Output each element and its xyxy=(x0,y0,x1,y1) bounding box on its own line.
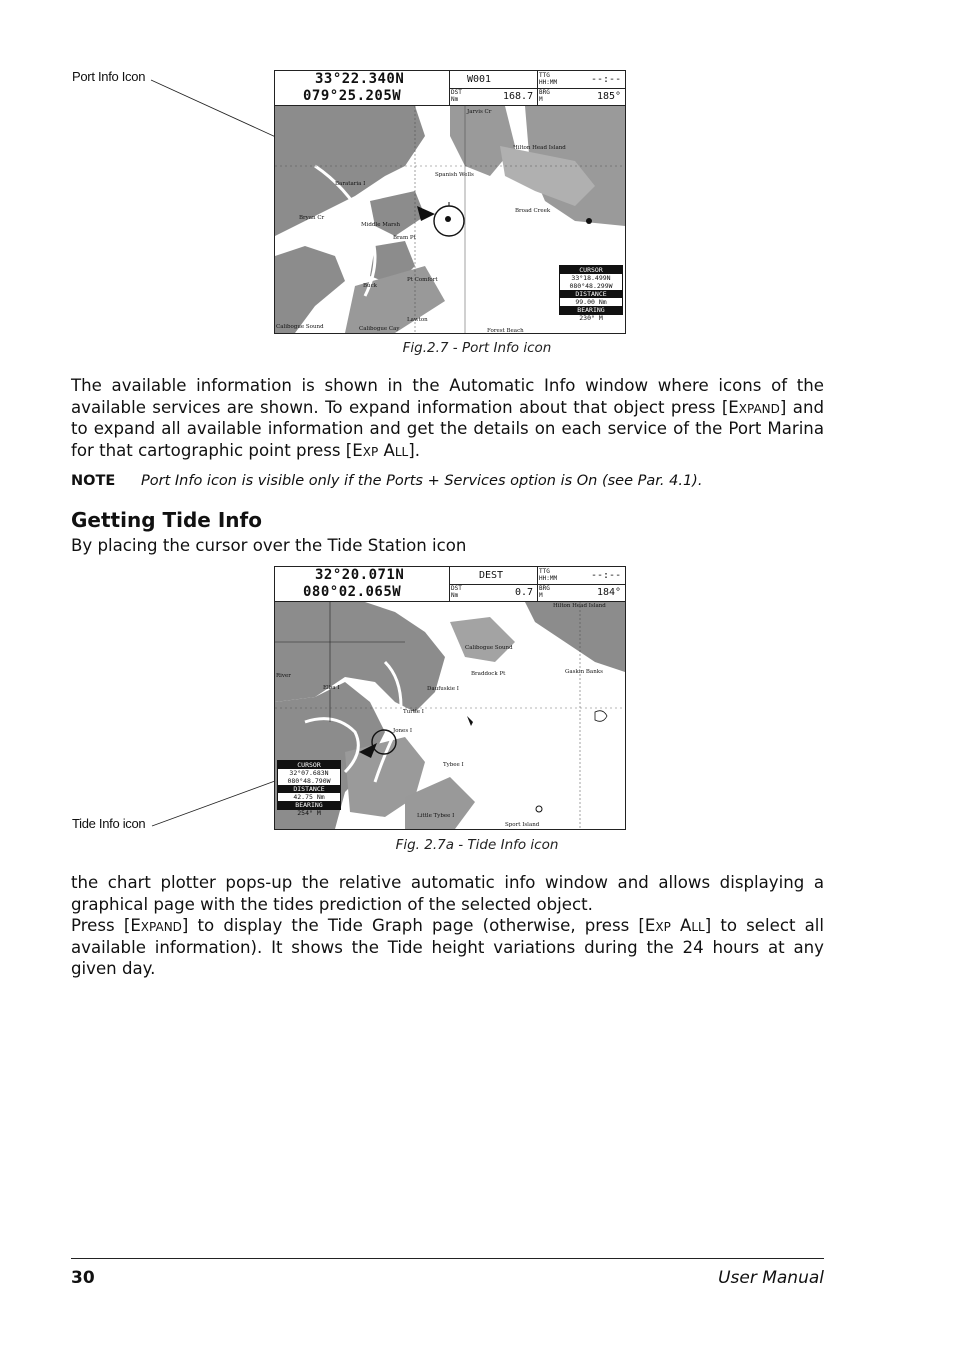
dst-value: 168.7 xyxy=(503,91,534,102)
dst-value: 0.7 xyxy=(515,587,534,598)
waypoint-name: W001 xyxy=(467,74,492,85)
figure2-caption: Fig. 2.7a - Tide Info icon xyxy=(395,837,559,853)
port-info-chart: 33°22.340N 079°25.205W W001 TTG HH:MM --:-- DST Nm 168.7 BRG M 185° Jarvis Cr Hilton Head Island Barataria I Spanish Wells Broad Creek Bryan Cr Middle Marsh Bram Pt Pt Comfort Buck Lawton Calibogue Cay Forest Beach Calibogue Sound CURSOR 33°18.499N 080°48.299W DISTANCE 99.00 Nm BEARING 230° M xyxy=(274,70,626,334)
ttg-value: --:-- xyxy=(591,74,622,85)
longitude-readout: 079°25.205W xyxy=(303,88,402,104)
page-number: 30 xyxy=(71,1268,95,1288)
brg-value: 184° xyxy=(597,587,622,598)
section-intro: By placing the cursor over the Tide Station icon xyxy=(71,536,467,555)
footer-title: User Manual xyxy=(718,1268,824,1288)
tide-info-callout-label: Tide Info icon xyxy=(72,816,146,831)
latitude-readout: 33°22.340N xyxy=(315,71,405,87)
waypoint-name: DEST xyxy=(479,570,504,581)
latitude-readout: 32°20.071N xyxy=(315,567,405,583)
tide-info-chart: 32°20.071N 080°02.065W DEST TTG HH:MM --:-- DST Nm 0.7 BRG M 184° Hilton Head Island Calibogue Sound Braddock Pt Gaskin Banks River Elba I Daufuskie I Turtle I Jones I Tybee I Little Tybee I Sport Island CURSOR 32°07.683N 080°48.790W DISTANCE 42.75 Nm BEARING 254° M xyxy=(274,566,626,830)
brg-value: 185° xyxy=(597,91,622,102)
port-info-callout-label: Port Info Icon xyxy=(72,69,146,84)
section-heading: Getting Tide Info xyxy=(71,508,262,532)
paragraph-automatic-info: The available information is shown in the Automatic Info window where icons of the available services are shown. To expand information about that object press [Expand] and to expand all available information and get the details on each service of the Port Marina for that cartographic point press [Exp All]. xyxy=(71,376,824,460)
note-text: Port Info icon is visible only if the Ports + Services option is On (see Par. 4.1). xyxy=(141,473,703,489)
longitude-readout: 080°02.065W xyxy=(303,584,402,600)
chart-header: 33°22.340N 079°25.205W W001 TTG HH:MM --:-- DST Nm 168.7 BRG M 185° xyxy=(275,71,625,106)
paragraph-tide-popup: the chart plotter pops-up the relative automatic info window and allows displaying a graphical page with the tides prediction of the selected object. Press [Expand] to display the Tide Graph page (otherwise, press [Exp All] to select all available information). It shows the Tide height variations during the 24 hours at any given day. xyxy=(71,873,824,978)
note-label: NOTE xyxy=(71,473,116,489)
chart-header: 32°20.071N 080°02.065W DEST TTG HH:MM --:-- DST Nm 0.7 BRG M 184° xyxy=(275,567,625,602)
figure1-caption: Fig.2.7 - Port Info icon xyxy=(402,340,552,356)
ttg-value: --:-- xyxy=(591,570,622,581)
cursor-info-box: CURSOR 33°18.499N 080°48.299W DISTANCE 99.00 Nm BEARING 230° M xyxy=(559,265,623,315)
cursor-info-box: CURSOR 32°07.683N 080°48.790W DISTANCE 42.75 Nm BEARING 254° M xyxy=(277,760,341,810)
footer-rule xyxy=(71,1258,824,1259)
